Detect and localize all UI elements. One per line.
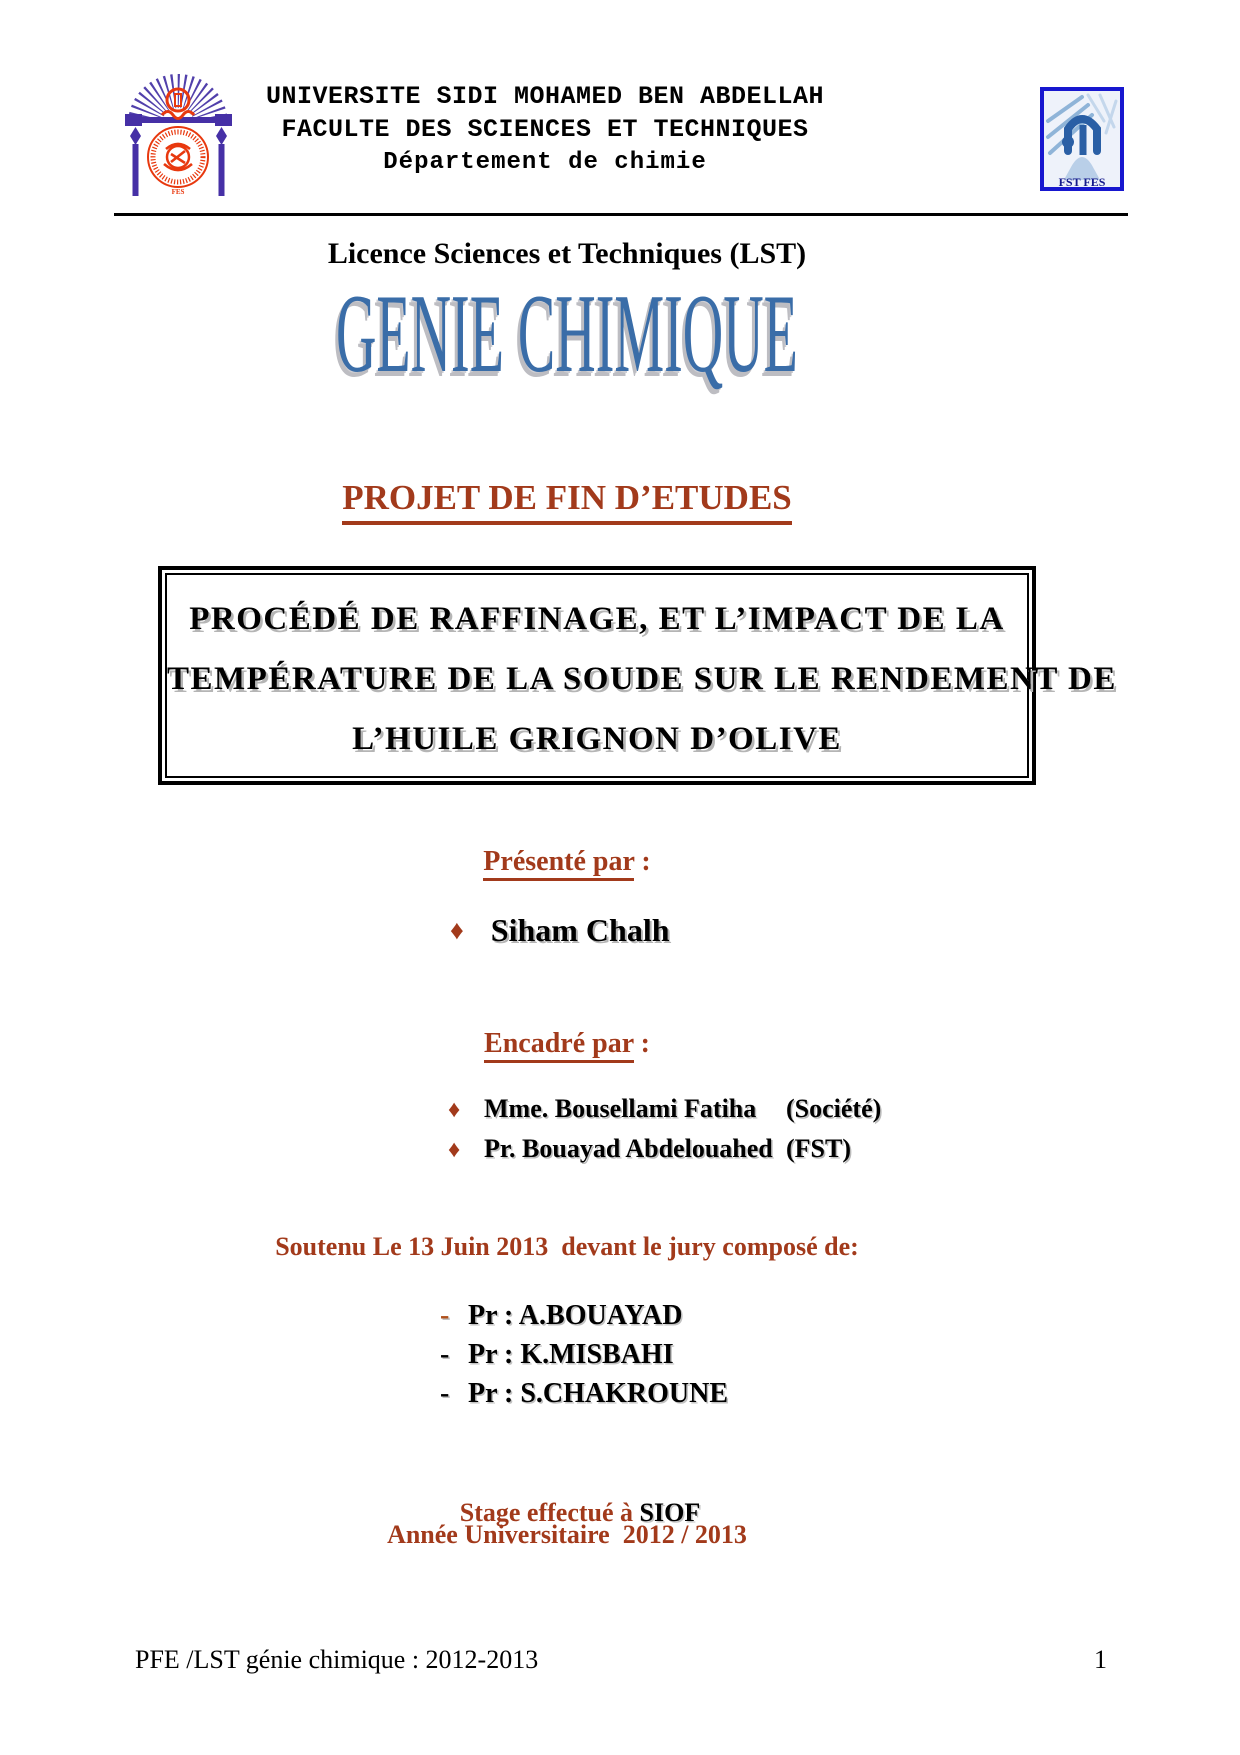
jury-dash: - [440, 1339, 450, 1370]
document-type-title: PROJET DE FIN D’ETUDES [342, 478, 792, 525]
internship-prefix: Stage effectué à [459, 1498, 640, 1527]
supervisor-affiliation: (Société) [786, 1094, 882, 1123]
university-seal-logo [116, 70, 241, 203]
university-seal-icon [116, 70, 241, 198]
supervised-by-label: Encadré par [484, 1028, 634, 1063]
faculty-name: FACULTE DES SCIENCES ET TECHNIQUES [281, 115, 809, 144]
internship-company: SIOF [639, 1498, 701, 1527]
thesis-title-line-1: PROCÉDÉ DE RAFFINAGE, ET L’IMPACT DE LA [189, 601, 1005, 637]
department-name: Département de chimie [383, 149, 707, 176]
page-number: 1 [1094, 1645, 1107, 1674]
diamond-bullet-icon: ♦ [448, 1137, 461, 1163]
diamond-bullet-icon: ♦ [450, 915, 464, 945]
presented-by-label: Présenté par [483, 846, 634, 881]
footer-left-text: PFE /LST génie chimique : 2012-2013 [135, 1645, 539, 1674]
presented-by-heading [0, 846, 1134, 878]
banner-genie-chimique: GENIE CHIMIQUE [336, 272, 798, 396]
student-name: Siham Chalh [490, 912, 670, 948]
student-row [450, 912, 670, 949]
supervisor-row [448, 1134, 881, 1174]
thesis-title-line-2: TEMPÉRATURE DE LA SOUDE SUR LE RENDEMENT DE [167, 661, 1117, 697]
banner-wrap [0, 272, 1134, 396]
jury-dash: - [440, 1378, 450, 1409]
document-type-wrap [0, 478, 1134, 525]
fst-logo-caption: FST FES [1058, 175, 1106, 189]
supervisor-list [448, 1094, 881, 1174]
jury-member-row [440, 1335, 728, 1374]
jury-member-name: Pr : K.MISBAHI [468, 1339, 674, 1370]
supervisor-name: Pr. Bouayad Abdelouahed [484, 1134, 773, 1163]
academic-year: Année Universitaire 2012 / 2013 [387, 1520, 747, 1549]
seal-caption: FES [171, 188, 185, 196]
jury-member-row [440, 1296, 728, 1335]
jury-dash: - [440, 1300, 450, 1331]
supervisor-affiliation: (FST) [786, 1134, 851, 1163]
defense-statement: Soutenu Le 13 Juin 2013 devant le jury composé de: [275, 1232, 859, 1261]
thesis-title-line-3: L’HUILE GRIGNON D’OLIVE [352, 721, 842, 757]
supervised-by-colon: : [633, 1028, 650, 1059]
jury-member-name: Pr : A.BOUAYAD [468, 1300, 683, 1331]
supervisor-row [448, 1094, 881, 1134]
jury-list [440, 1296, 728, 1413]
university-name: UNIVERSITE SIDI MOHAMED BEN ABDELLAH [265, 82, 825, 111]
fst-logo [1040, 87, 1124, 196]
supervised-by-heading [0, 1028, 1134, 1060]
fst-logo-icon [1040, 87, 1124, 191]
jury-member-row [440, 1374, 728, 1413]
thesis-title-box-inner [165, 573, 1117, 778]
supervisor-name: Mme. Bousellami Fatiha [484, 1094, 757, 1123]
thesis-title-box [158, 566, 1117, 785]
jury-member-name: Pr : S.CHAKROUNE [468, 1378, 729, 1409]
institution-header [250, 80, 840, 179]
program-title: Licence Sciences et Techniques (LST) [327, 237, 807, 270]
presented-by-colon: : [634, 846, 651, 877]
diamond-bullet-icon: ♦ [448, 1097, 461, 1123]
header-divider [114, 213, 1128, 216]
